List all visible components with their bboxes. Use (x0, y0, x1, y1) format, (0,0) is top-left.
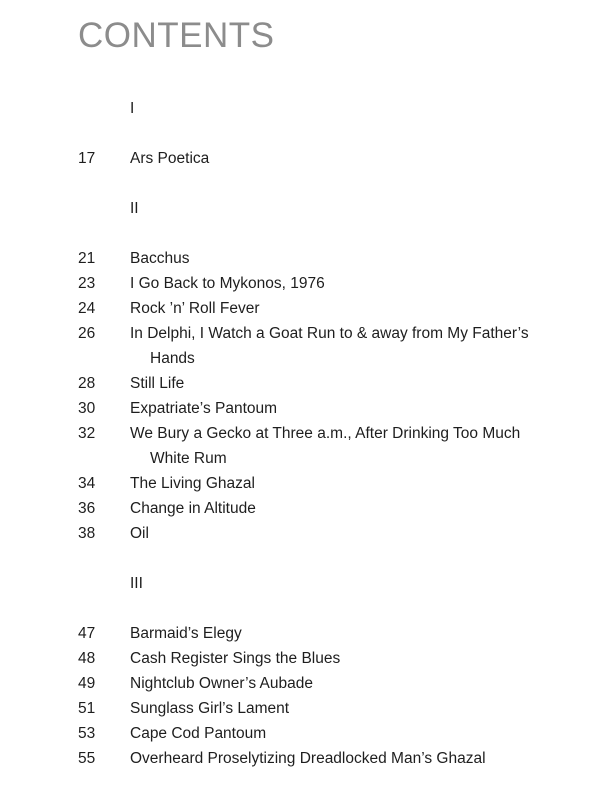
entry-title: Change in Altitude (130, 500, 256, 517)
entry-page-number: 47 (78, 625, 96, 642)
entry-title: Barmaid’s Elegy (130, 625, 242, 642)
toc-entry[interactable] (0, 421, 614, 471)
entry-page-number: 21 (78, 250, 96, 267)
toc-entry[interactable] (0, 621, 614, 646)
entry-title: In Delphi, I Watch a Goat Run to & away from My Father’s Hands (130, 325, 529, 367)
table-of-contents (0, 96, 614, 796)
entry-title: Cape Cod Pantoum (130, 725, 267, 742)
entry-page-number: 48 (78, 650, 96, 667)
entry-page-number: 30 (78, 400, 96, 417)
entry-title: Ars Poetica (130, 150, 210, 167)
entry-page-number: 53 (78, 725, 96, 742)
section-entries-i (0, 146, 614, 171)
section-label: III (130, 575, 143, 592)
section-heading-ii (0, 196, 614, 221)
section-label: I (130, 100, 135, 117)
toc-entry[interactable] (0, 521, 614, 546)
toc-entry[interactable] (0, 321, 614, 371)
entry-title: The Living Ghazal (130, 475, 255, 492)
section-entries-iii (0, 621, 614, 771)
entry-title: Sunglass Girl’s Lament (130, 700, 290, 717)
entry-title: We Bury a Gecko at Three a.m., After Drinking Too Much White Rum (130, 425, 521, 467)
toc-entry[interactable] (0, 496, 614, 521)
entry-title: Nightclub Owner’s Aubade (130, 675, 313, 692)
entry-title: Overheard Proselytizing Dreadlocked Man’s Ghazal (130, 750, 486, 767)
section-heading-iii (0, 571, 614, 596)
toc-entry[interactable] (0, 646, 614, 671)
entry-page-number: 51 (78, 700, 96, 717)
page-title: CONTENTS (78, 16, 275, 55)
entry-page-number: 28 (78, 375, 96, 392)
entry-title: Cash Register Sings the Blues (130, 650, 341, 667)
entry-title: Oil (130, 525, 149, 542)
section-label: II (130, 200, 139, 217)
entry-title: Rock ’n’ Roll Fever (130, 300, 260, 317)
toc-entry[interactable] (0, 146, 614, 171)
toc-entry[interactable] (0, 246, 614, 271)
toc-entry[interactable] (0, 696, 614, 721)
toc-entry[interactable] (0, 671, 614, 696)
entry-page-number: 17 (78, 150, 96, 167)
toc-entry[interactable] (0, 471, 614, 496)
toc-entry[interactable] (0, 371, 614, 396)
entry-title: Still Life (130, 375, 185, 392)
entry-page-number: 38 (78, 525, 96, 542)
toc-entry[interactable] (0, 296, 614, 321)
section-entries-ii (0, 246, 614, 546)
toc-entry[interactable] (0, 271, 614, 296)
entry-page-number: 36 (78, 500, 96, 517)
entry-title: I Go Back to Mykonos, 1976 (130, 275, 325, 292)
toc-entry[interactable] (0, 746, 614, 771)
entry-page-number: 24 (78, 300, 96, 317)
toc-entry[interactable] (0, 721, 614, 746)
entry-page-number: 34 (78, 475, 96, 492)
entry-title: Bacchus (130, 250, 190, 267)
section-heading-i (0, 96, 614, 121)
entry-page-number: 55 (78, 750, 96, 767)
entry-page-number: 23 (78, 275, 96, 292)
entry-page-number: 32 (78, 425, 96, 442)
entry-page-number: 26 (78, 325, 96, 342)
toc-entry[interactable] (0, 396, 614, 421)
entry-title: Expatriate’s Pantoum (130, 400, 278, 417)
entry-page-number: 49 (78, 675, 96, 692)
